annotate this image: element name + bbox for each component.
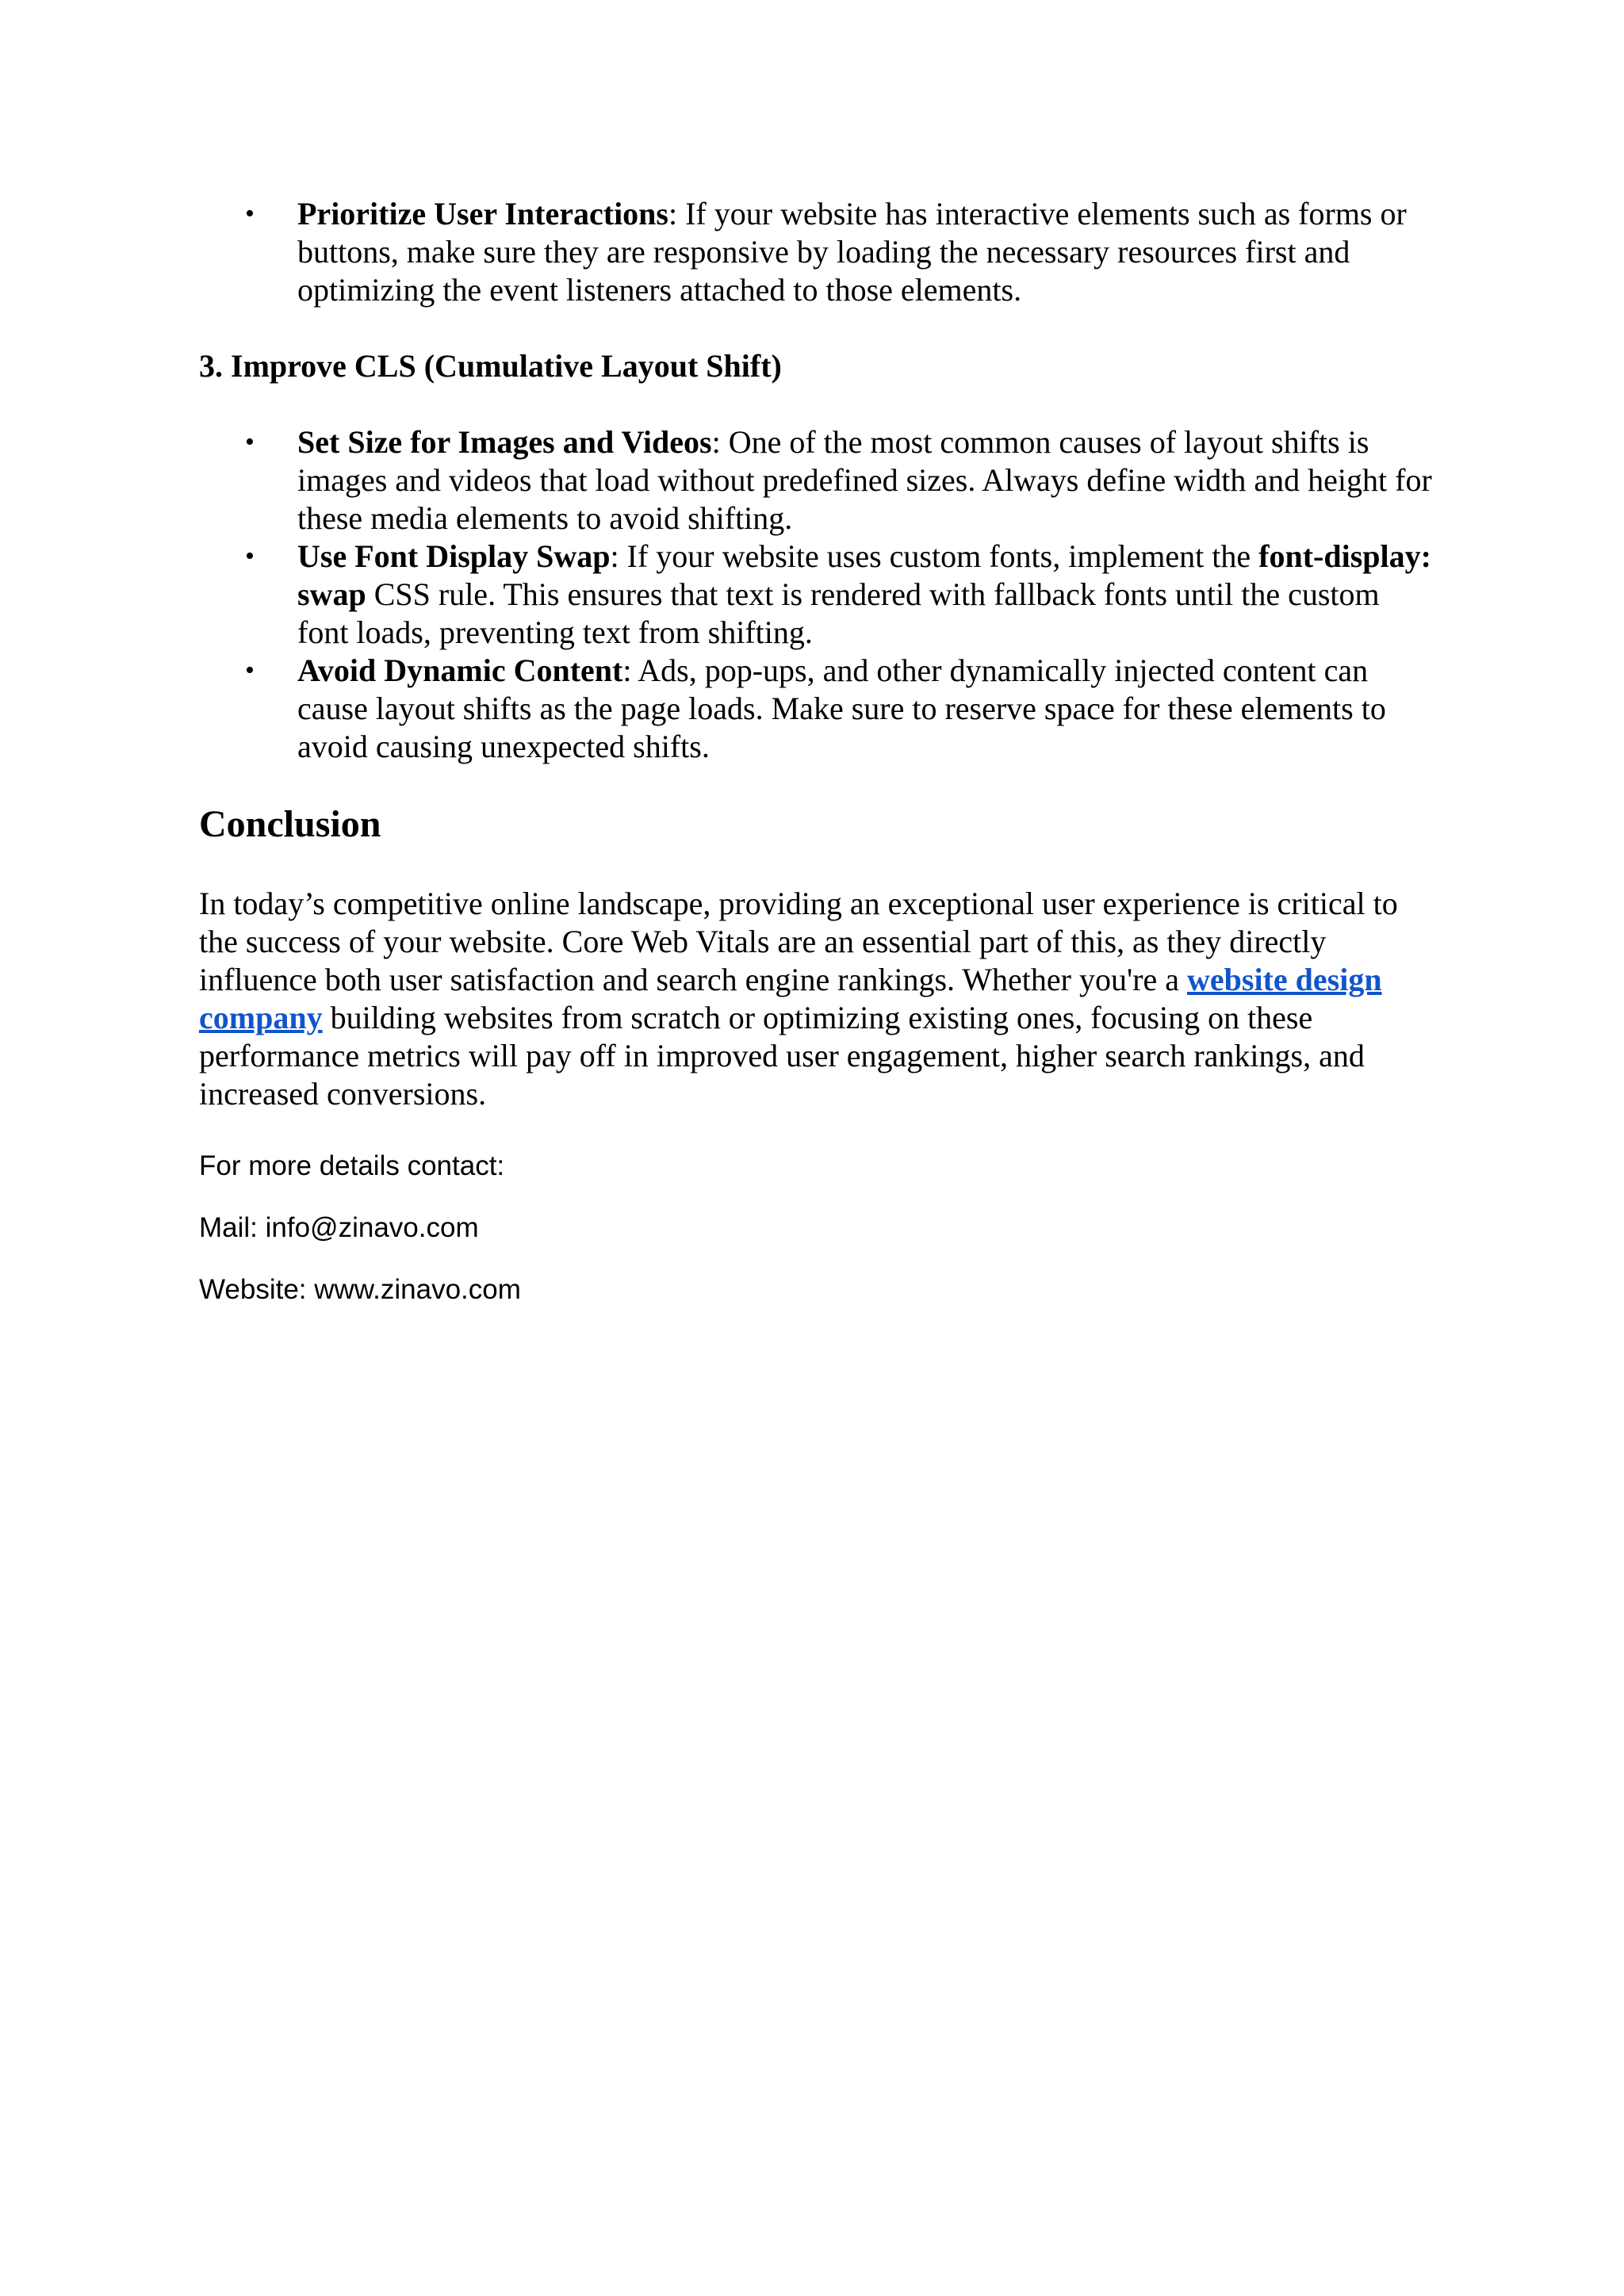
conclusion-paragraph	[199, 885, 1436, 1113]
section-heading: 3. Improve CLS (Cumulative Layout Shift)	[199, 348, 782, 384]
contact-mail: Mail: info@zinavo.com	[199, 1212, 479, 1243]
list-item-term: Use Font Display Swap	[297, 538, 611, 574]
list-item	[199, 195, 1436, 309]
bullet-icon: •	[245, 199, 255, 228]
list-item	[199, 423, 1436, 538]
bullet-list-cls	[199, 423, 1436, 766]
section-cls	[199, 347, 1436, 385]
bullet-icon: •	[245, 427, 255, 457]
list-item-text: : Ads, pop-ups, and other dynamically injected content can cause layout shifts as the page loads. Make sure to reserve space for these elements to avoid causing unexpected shifts.	[297, 652, 1386, 764]
list-item-text: : If your website has interactive elements such as forms or buttons, make sure they are responsive by loading the necessary resources first and optimizing the event listeners attached to those elements.	[297, 196, 1407, 308]
list-item-text-continued: CSS rule. This ensures that text is rendered with fallback fonts until the custom font loads, preventing text from shifting.	[297, 576, 1380, 650]
list-item	[199, 538, 1436, 652]
bullet-list-interactions	[199, 195, 1436, 309]
bullet-icon: •	[245, 656, 255, 685]
list-item-term: Prioritize User Interactions	[297, 196, 668, 232]
conclusion-heading: Conclusion	[199, 803, 381, 845]
contact-website: Website: www.zinavo.com	[199, 1274, 521, 1305]
list-item-term: Avoid Dynamic Content	[297, 652, 623, 688]
contact-intro: For more details contact:	[199, 1150, 505, 1181]
list-item-term: Set Size for Images and Videos	[297, 424, 712, 460]
website-design-company-link[interactable]: website design company	[199, 962, 1382, 1035]
bullet-icon: •	[245, 541, 255, 571]
list-item-text: : If your website uses custom fonts, implement the	[610, 538, 1259, 574]
paragraph-text: In today’s competitive online landscape, providing an exceptional user experience is critical to the success of your website. Core Web Vitals are an essential part of this, as they directly influence both user satisfaction and search engine rankings. Whether you're a	[199, 886, 1398, 997]
document-content	[199, 195, 1436, 1307]
list-item-text: : One of the most common causes of layout shifts is images and videos that load without predefined sizes. Always define width and height for these media elements to avoid shifting.	[297, 424, 1432, 536]
list-item	[199, 652, 1436, 766]
paragraph-text-continued: building websites from scratch or optimizing existing ones, focusing on these performance metrics will pay off in improved user engagement, higher search rankings, and increased conversions.	[199, 1000, 1365, 1112]
inline-code-term: font-display: swap	[297, 538, 1431, 612]
